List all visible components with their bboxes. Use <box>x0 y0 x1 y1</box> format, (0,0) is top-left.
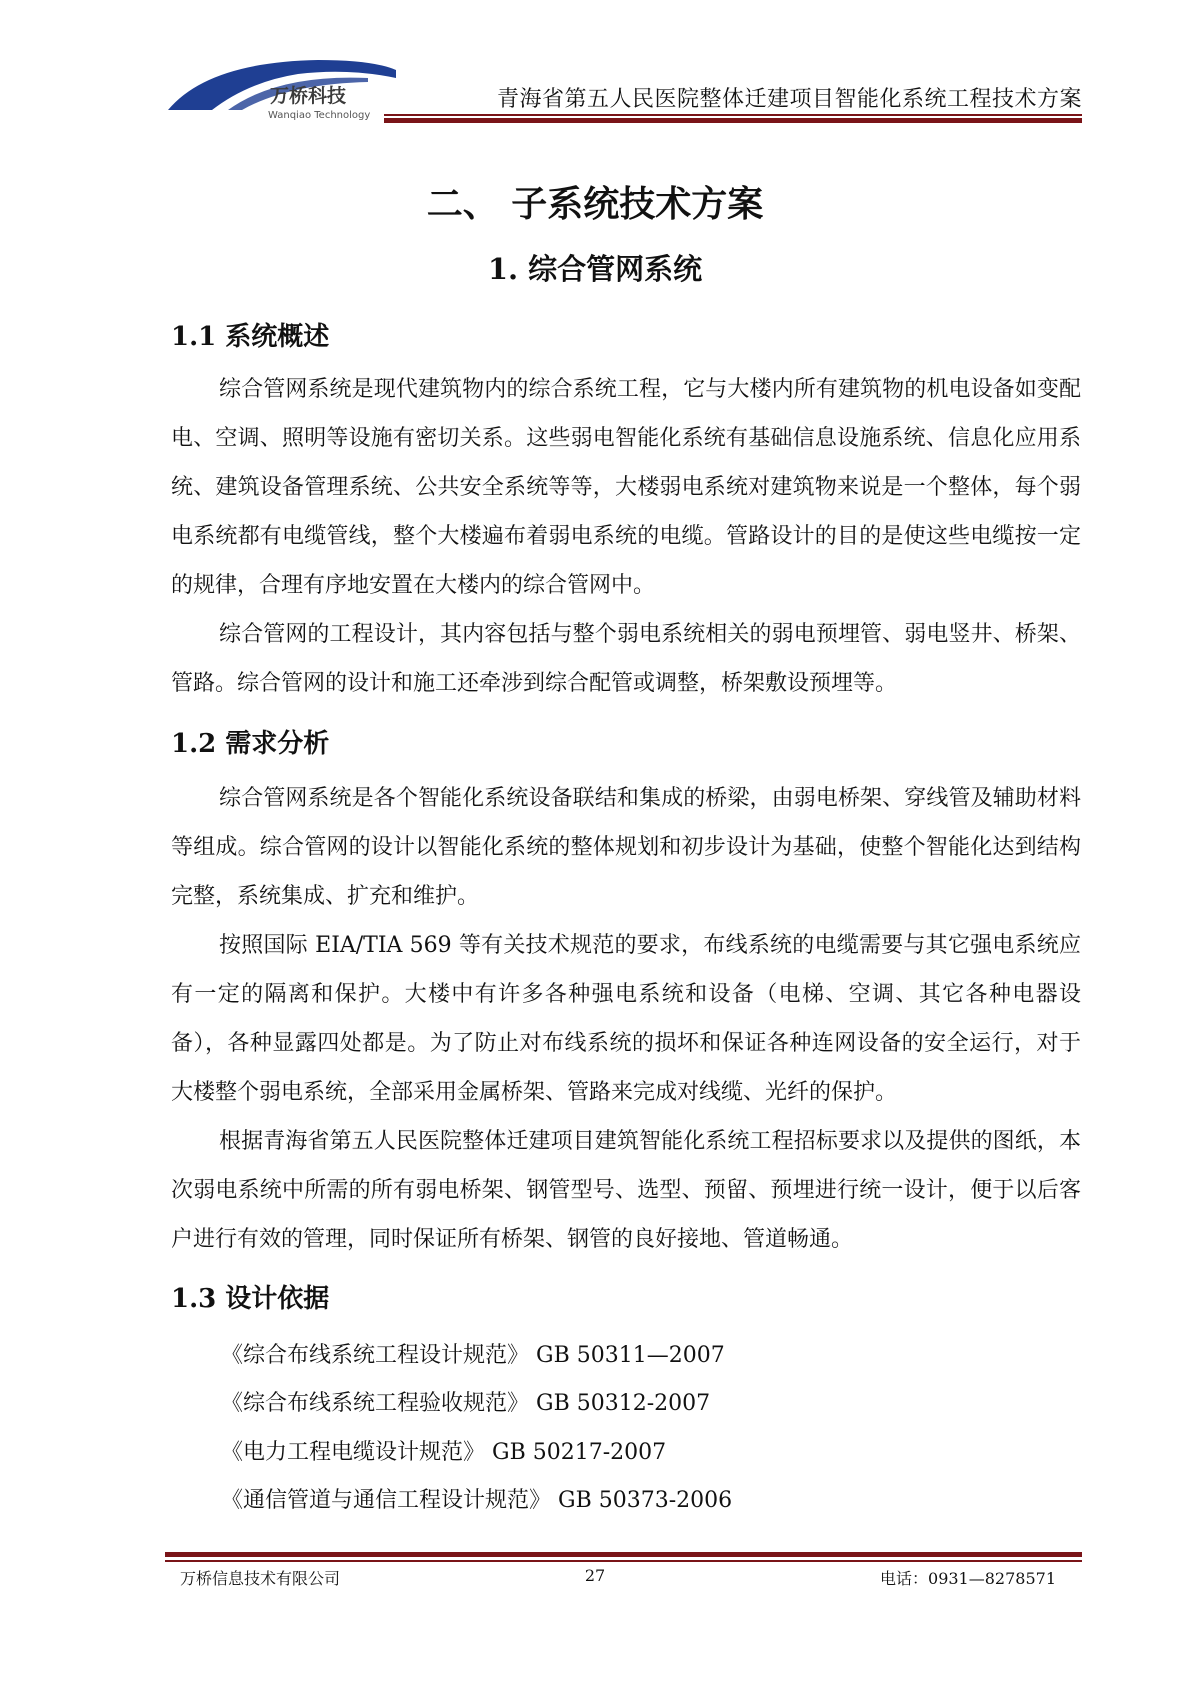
reference-item: 《通信管道与通信工程设计规范》 GB 50373-2006 <box>221 1488 733 1513</box>
subsection-heading-1-1: 1.1 系统概述 <box>171 322 330 352</box>
reference-item: 《综合布线系统工程验收规范》 GB 50312-2007 <box>221 1391 711 1416</box>
header-rule <box>384 114 1082 116</box>
watermark <box>0 769 15 972</box>
paragraph: 综合管网系统是各个智能化系统设备联结和集成的桥梁，由弱电桥架、穿线管及辅助材料等组成。综合管网的设计以智能化系统的整体规划和初步设计为基础，使整个智能化达到结构完整，系统集成、扩充和维护。 <box>171 786 1081 909</box>
footer-company: 万桥信息技术有限公司 <box>180 1569 341 1588</box>
reference-item: 《电力工程电缆设计规范》 GB 50217-2007 <box>221 1440 667 1465</box>
footer-rule-thick <box>165 1552 1082 1557</box>
section-heading: 1. 综合管网系统 <box>487 252 703 286</box>
header-rule-thick <box>384 118 1082 123</box>
chapter-heading: 二、 子系统技术方案 <box>426 183 764 225</box>
paragraph: 按照国际 EIA/TIA 569 等有关技术规范的要求，布线系统的电缆需要与其它强电系统应有一定的隔离和保护。大楼中有许多各种强电系统和设备（电梯、空调、其它各种电器设备），各种显露四处都是。为了防止对布线系统的损坏和保证各种连网设备的安全运行，对于大楼整个弱电系统，全部采用金属桥架、管路来完成对线缆、光纤的保护。 <box>171 933 1081 1105</box>
footer-phone: 电话：0931—8278571 <box>880 1569 1056 1588</box>
page-number: 27 <box>584 1566 606 1585</box>
reference-item: 《综合布线系统工程设计规范》 GB 50311—2007 <box>221 1343 725 1368</box>
paragraph: 根据青海省第五人民医院整体迁建项目建筑智能化系统工程招标要求以及提供的图纸，本次弱电系统中所需的所有弱电桥架、钢管型号、选型、预留、预埋进行统一设计，便于以后客户进行有效的管理，同时保证所有桥架、钢管的良好接地、管道畅通。 <box>171 1129 1081 1252</box>
footer-rule <box>165 1560 1082 1562</box>
company-logo <box>168 56 398 124</box>
paragraph: 综合管网的工程设计，其内容包括与整个弱电系统相关的弱电预埋管、弱电竖井、桥架、管路。综合管网的设计和施工还牵涉到综合配管或调整，桥架敷设预埋等。 <box>171 622 1081 696</box>
paragraph: 综合管网系统是现代建筑物内的综合系统工程，它与大楼内所有建筑物的机电设备如变配电、空调、照明等设施有密切关系。这些弱电智能化系统有基础信息设施系统、信息化应用系统、建筑设备管理系统、公共安全系统等等，大楼弱电系统对建筑物来说是一个整体，每个弱电系统都有电缆管线，整个大楼遍布着弱电系统的电缆。管路设计的目的是使这些电缆按一定的规律，合理有序地安置在大楼内的综合管网中。 <box>171 377 1081 598</box>
subsection-heading-1-2: 1.2 需求分析 <box>171 729 330 759</box>
document-header-title: 青海省第五人民医院整体迁建项目智能化系统工程技术方案 <box>496 87 1082 112</box>
svg-text:Wanqiao Technology: Wanqiao Technology <box>268 110 371 121</box>
subsection-heading-1-3: 1.3 设计依据 <box>171 1284 330 1314</box>
svg-text:万桥科技: 万桥科技 <box>270 85 347 107</box>
